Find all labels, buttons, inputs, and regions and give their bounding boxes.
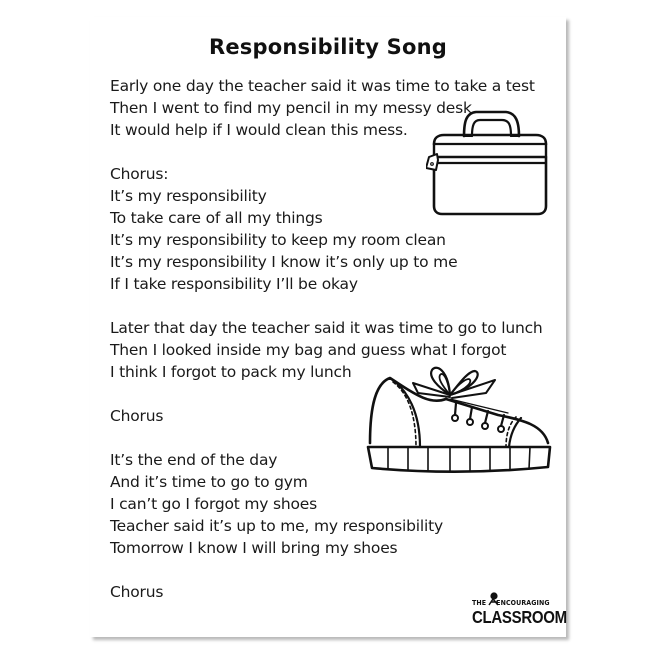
logo-wordmark: CLASSROOM xyxy=(472,608,567,628)
stanza-gap xyxy=(110,559,570,581)
lyric-line: Then I went to find my pencil in my messy desk xyxy=(110,99,472,117)
lyric-line: It would help if I would clean this mess. xyxy=(110,121,408,139)
lyric-line: Teacher said it’s up to me, my responsibility xyxy=(110,517,443,535)
chorus-heading: Chorus: xyxy=(110,165,169,183)
lyric-line: Early one day the teacher said it was time to take a test xyxy=(110,77,535,95)
sneaker-icon xyxy=(358,365,563,485)
lyric-line: Then I looked inside my bag and guess what I forgot xyxy=(110,341,507,359)
lyric-line: Later that day the teacher said it was time to go to lunch xyxy=(110,319,543,337)
lyric-line: To take care of all my things xyxy=(110,209,323,227)
brand-logo xyxy=(472,592,567,628)
lyric-line: It’s the end of the day xyxy=(110,451,278,469)
chorus-label: Chorus xyxy=(110,407,164,425)
lunch-bag-icon xyxy=(426,110,554,216)
worksheet-page xyxy=(90,17,566,637)
stanza-gap xyxy=(110,295,570,317)
lyric-line: If I take responsibility I’ll be okay xyxy=(110,275,358,293)
lyric-line: It’s my responsibility I know it’s only up to me xyxy=(110,253,458,271)
lyric-line: I can’t go I forgot my shoes xyxy=(110,495,317,513)
chorus-label: Chorus xyxy=(110,583,164,601)
logo-tagline: THE ENCOURAGING xyxy=(472,599,550,607)
lyric-line: I think I forgot to pack my lunch xyxy=(110,363,352,381)
lyric-line: It’s my responsibility to keep my room clean xyxy=(110,231,446,249)
page-title: Responsibility Song xyxy=(208,35,448,59)
lyric-line: It’s my responsibility xyxy=(110,187,267,205)
lyric-line: Tomorrow I know I will bring my shoes xyxy=(110,539,398,557)
lyric-line: And it’s time to go to gym xyxy=(110,473,308,491)
